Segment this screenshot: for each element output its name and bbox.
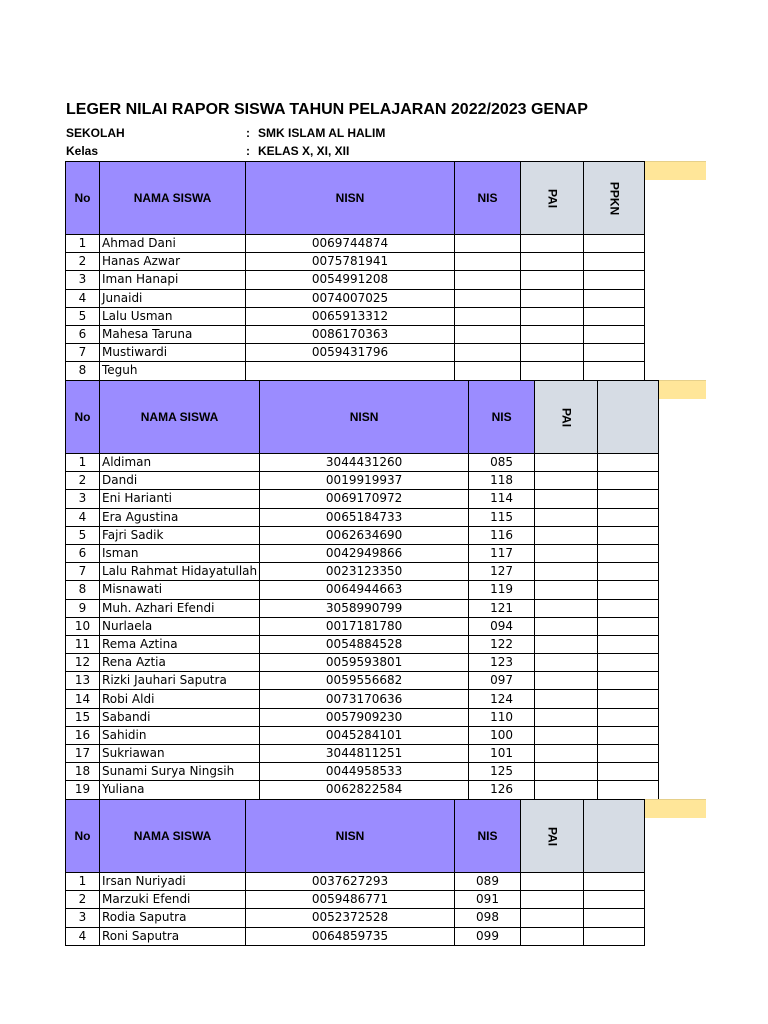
row-number: 9 — [66, 599, 100, 617]
grade-cell[interactable] — [584, 362, 645, 380]
subject-header — [521, 800, 584, 873]
nis-cell: 091 — [455, 891, 521, 909]
nis-cell: 089 — [455, 873, 521, 891]
grade-cell[interactable] — [535, 781, 598, 799]
nisn-cell: 0074007025 — [246, 289, 455, 307]
colon: : — [246, 126, 250, 140]
grade-cell[interactable] — [598, 454, 659, 472]
grade-cell[interactable] — [521, 235, 584, 253]
grade-cell[interactable] — [535, 654, 598, 672]
grade-cell[interactable] — [598, 563, 659, 581]
row-number: 3 — [66, 271, 100, 289]
subject-header — [535, 381, 598, 454]
subject-label: PAI — [545, 188, 560, 208]
colon: : — [246, 144, 250, 158]
row-number: 4 — [66, 508, 100, 526]
subject-header — [598, 381, 659, 454]
grade-cell[interactable] — [535, 672, 598, 690]
col-name-header: NAMA SISWA — [100, 162, 246, 235]
grade-cell[interactable] — [521, 927, 584, 945]
grade-cell[interactable] — [521, 325, 584, 343]
nisn-cell: 0065913312 — [246, 307, 455, 325]
student-name: Sunami Surya Ningsih — [100, 763, 260, 781]
grade-cell[interactable] — [598, 781, 659, 799]
row-number: 6 — [66, 325, 100, 343]
student-name: Mahesa Taruna — [100, 325, 246, 343]
subject-header — [584, 162, 645, 235]
nis-cell: 116 — [469, 526, 535, 544]
nisn-cell: 3058990799 — [260, 599, 469, 617]
nis-cell: 094 — [469, 617, 535, 635]
grade-cell[interactable] — [598, 599, 659, 617]
row-number: 16 — [66, 726, 100, 744]
grade-cell[interactable] — [584, 307, 645, 325]
table-row — [66, 690, 659, 708]
row-number: 11 — [66, 635, 100, 653]
table-row — [66, 873, 645, 891]
table-row — [66, 490, 659, 508]
class-value: KELAS X, XI, XII — [258, 144, 350, 158]
nisn-cell — [246, 362, 455, 380]
table-header-row — [66, 800, 645, 873]
grade-cell[interactable] — [535, 544, 598, 562]
nis-cell — [455, 325, 521, 343]
student-name: Junaidi — [100, 289, 246, 307]
grade-cell[interactable] — [598, 472, 659, 490]
table-row — [66, 581, 659, 599]
nisn-cell: 0073170636 — [260, 690, 469, 708]
grade-cell[interactable] — [598, 490, 659, 508]
class-label: Kelas — [66, 144, 99, 158]
school-line — [66, 126, 385, 140]
row-number: 17 — [66, 745, 100, 763]
col-nis-header: NIS — [455, 800, 521, 873]
grade-cell[interactable] — [584, 909, 645, 927]
nis-cell: 127 — [469, 563, 535, 581]
grade-table-3 — [65, 799, 645, 946]
page-title: LEGER NILAI RAPOR SISWA TAHUN PELAJARAN 2022/2023 GENAP — [66, 101, 588, 118]
table-row — [66, 344, 645, 362]
col-nis-header: NIS — [469, 381, 535, 454]
student-name: Fajri Sadik — [100, 526, 260, 544]
nis-cell — [455, 307, 521, 325]
col-no-header: No — [66, 381, 100, 454]
col-nisn-header: NISN — [246, 800, 455, 873]
table-row — [66, 745, 659, 763]
nisn-cell: 0017181780 — [260, 617, 469, 635]
row-number: 15 — [66, 708, 100, 726]
grade-cell[interactable] — [584, 289, 645, 307]
grade-cell[interactable] — [598, 581, 659, 599]
col-nis-header: NIS — [455, 162, 521, 235]
grade-cell[interactable] — [521, 873, 584, 891]
table-row — [66, 362, 645, 380]
student-name: Rodia Saputra — [100, 909, 246, 927]
grade-cell[interactable] — [584, 927, 645, 945]
student-name: Marzuki Efendi — [100, 891, 246, 909]
row-number: 3 — [66, 490, 100, 508]
student-name: Rema Aztina — [100, 635, 260, 653]
grade-cell[interactable] — [598, 672, 659, 690]
row-number: 7 — [66, 563, 100, 581]
nis-cell: 118 — [469, 472, 535, 490]
nis-cell: 098 — [455, 909, 521, 927]
grade-cell[interactable] — [521, 909, 584, 927]
grade-cell[interactable] — [598, 654, 659, 672]
table-row — [66, 563, 659, 581]
table-row — [66, 508, 659, 526]
nisn-cell: 0065184733 — [260, 508, 469, 526]
row-number: 8 — [66, 581, 100, 599]
nisn-cell: 0059486771 — [246, 891, 455, 909]
nisn-cell: 0064944663 — [260, 581, 469, 599]
grade-cell[interactable] — [584, 253, 645, 271]
nisn-cell: 0052372528 — [246, 909, 455, 927]
nis-cell: 110 — [469, 708, 535, 726]
table-row — [66, 235, 645, 253]
table-row — [66, 307, 645, 325]
row-number: 5 — [66, 307, 100, 325]
student-name: Sukriawan — [100, 745, 260, 763]
table-row — [66, 909, 645, 927]
student-name: Isman — [100, 544, 260, 562]
nis-cell: 126 — [469, 781, 535, 799]
grade-cell[interactable] — [598, 617, 659, 635]
nis-cell — [455, 289, 521, 307]
table-row — [66, 891, 645, 909]
nisn-cell: 0086170363 — [246, 325, 455, 343]
row-number: 4 — [66, 289, 100, 307]
table-row — [66, 726, 659, 744]
student-name: Muh. Azhari Efendi — [100, 599, 260, 617]
grade-table-1 — [65, 161, 645, 381]
row-number: 1 — [66, 873, 100, 891]
grade-cell[interactable] — [521, 307, 584, 325]
nis-cell: 099 — [455, 927, 521, 945]
class-line — [66, 144, 349, 158]
nisn-cell: 0062634690 — [260, 526, 469, 544]
nisn-cell: 0064859735 — [246, 927, 455, 945]
col-nisn-header: NISN — [260, 381, 469, 454]
grade-cell[interactable] — [535, 581, 598, 599]
table-row — [66, 599, 659, 617]
grade-cell[interactable] — [521, 271, 584, 289]
student-name: Aldiman — [100, 454, 260, 472]
row-number: 14 — [66, 690, 100, 708]
subject-header — [584, 800, 645, 873]
nis-cell: 114 — [469, 490, 535, 508]
nisn-cell: 3044431260 — [260, 454, 469, 472]
col-no-header: No — [66, 800, 100, 873]
subject-label: PAI — [559, 407, 574, 427]
nisn-cell: 0045284101 — [260, 726, 469, 744]
col-name-header: NAMA SISWA — [100, 800, 246, 873]
table-row — [66, 472, 659, 490]
student-name: Era Agustina — [100, 508, 260, 526]
subject-label: PPKN — [607, 181, 622, 215]
table-row — [66, 617, 659, 635]
nisn-cell: 0057909230 — [260, 708, 469, 726]
grade-cell[interactable] — [521, 362, 584, 380]
grade-cell[interactable] — [598, 635, 659, 653]
table-row — [66, 672, 659, 690]
grade-cell[interactable] — [535, 454, 598, 472]
student-name: Rizki Jauhari Saputra — [100, 672, 260, 690]
grade-cell[interactable] — [598, 745, 659, 763]
grade-cell[interactable] — [535, 490, 598, 508]
row-number: 8 — [66, 362, 100, 380]
nis-cell: 101 — [469, 745, 535, 763]
nisn-cell: 0075781941 — [246, 253, 455, 271]
grade-cell[interactable] — [598, 726, 659, 744]
grade-cell[interactable] — [521, 253, 584, 271]
grade-cell[interactable] — [598, 708, 659, 726]
row-number: 19 — [66, 781, 100, 799]
grade-cell[interactable] — [535, 635, 598, 653]
row-number: 2 — [66, 891, 100, 909]
grade-cell[interactable] — [598, 690, 659, 708]
nisn-cell: 0044958533 — [260, 763, 469, 781]
nis-cell — [455, 253, 521, 271]
nisn-cell: 0069744874 — [246, 235, 455, 253]
subject-label: PAI — [545, 826, 560, 846]
row-number: 7 — [66, 344, 100, 362]
student-name: Mustiwardi — [100, 344, 246, 362]
nisn-cell: 0023123350 — [260, 563, 469, 581]
grade-cell[interactable] — [584, 873, 645, 891]
col-no-header: No — [66, 162, 100, 235]
grade-cell[interactable] — [521, 289, 584, 307]
student-name: Teguh — [100, 362, 246, 380]
table-row — [66, 781, 659, 799]
grade-cell[interactable] — [535, 617, 598, 635]
nis-cell: 100 — [469, 726, 535, 744]
nis-cell — [455, 344, 521, 362]
nis-cell: 125 — [469, 763, 535, 781]
grade-cell[interactable] — [535, 708, 598, 726]
table-row — [66, 325, 645, 343]
nis-cell: 124 — [469, 690, 535, 708]
row-number: 13 — [66, 672, 100, 690]
nis-cell — [455, 271, 521, 289]
grade-cell[interactable] — [584, 891, 645, 909]
nisn-cell: 0019919937 — [260, 472, 469, 490]
nisn-cell: 0054991208 — [246, 271, 455, 289]
student-name: Yuliana — [100, 781, 260, 799]
school-label: SEKOLAH — [66, 126, 125, 140]
student-name: Lalu Rahmat Hidayatullah — [100, 563, 260, 581]
grade-cell[interactable] — [535, 763, 598, 781]
grade-cell[interactable] — [535, 726, 598, 744]
row-number: 10 — [66, 617, 100, 635]
grade-cell[interactable] — [521, 891, 584, 909]
nisn-cell: 0054884528 — [260, 635, 469, 653]
table-row — [66, 454, 659, 472]
student-name: Ahmad Dani — [100, 235, 246, 253]
student-name: Dandi — [100, 472, 260, 490]
nis-cell: 097 — [469, 672, 535, 690]
nis-cell: 117 — [469, 544, 535, 562]
row-number: 2 — [66, 253, 100, 271]
col-name-header: NAMA SISWA — [100, 381, 260, 454]
table-header-row — [66, 162, 645, 235]
grade-cell[interactable] — [535, 563, 598, 581]
grade-cell[interactable] — [535, 745, 598, 763]
nis-cell: 121 — [469, 599, 535, 617]
grade-cell[interactable] — [598, 526, 659, 544]
grade-table-2 — [65, 380, 659, 800]
nis-cell — [455, 362, 521, 380]
nis-cell: 122 — [469, 635, 535, 653]
row-number: 18 — [66, 763, 100, 781]
row-number: 1 — [66, 454, 100, 472]
nisn-cell: 3044811251 — [260, 745, 469, 763]
grade-cell[interactable] — [584, 271, 645, 289]
table-row — [66, 708, 659, 726]
student-name: Roni Saputra — [100, 927, 246, 945]
nis-cell — [455, 235, 521, 253]
student-name: Sabandi — [100, 708, 260, 726]
table-row — [66, 763, 659, 781]
nisn-cell: 0062822584 — [260, 781, 469, 799]
row-number: 2 — [66, 472, 100, 490]
row-number: 6 — [66, 544, 100, 562]
student-name: Eni Harianti — [100, 490, 260, 508]
table-row — [66, 253, 645, 271]
student-name: Nurlaela — [100, 617, 260, 635]
grade-cell[interactable] — [535, 690, 598, 708]
row-number: 4 — [66, 927, 100, 945]
nisn-cell: 0059556682 — [260, 672, 469, 690]
grade-cell[interactable] — [598, 763, 659, 781]
table-row — [66, 654, 659, 672]
nis-cell: 123 — [469, 654, 535, 672]
school-value: SMK ISLAM AL HALIM — [258, 126, 386, 140]
row-number: 1 — [66, 235, 100, 253]
grade-cell[interactable] — [535, 599, 598, 617]
col-nisn-header: NISN — [246, 162, 455, 235]
nisn-cell: 0069170972 — [260, 490, 469, 508]
nisn-cell: 0059593801 — [260, 654, 469, 672]
row-number: 12 — [66, 654, 100, 672]
grade-cell[interactable] — [584, 344, 645, 362]
nis-cell: 119 — [469, 581, 535, 599]
nisn-cell: 0042949866 — [260, 544, 469, 562]
student-name: Robi Aldi — [100, 690, 260, 708]
table-row — [66, 927, 645, 945]
row-number: 5 — [66, 526, 100, 544]
student-name: Rena Aztia — [100, 654, 260, 672]
subject-header — [521, 162, 584, 235]
grade-cell[interactable] — [598, 508, 659, 526]
table-row — [66, 526, 659, 544]
grade-cell[interactable] — [535, 508, 598, 526]
table-header-row — [66, 381, 659, 454]
grade-cell[interactable] — [598, 544, 659, 562]
table-row — [66, 544, 659, 562]
row-number: 3 — [66, 909, 100, 927]
nis-cell: 115 — [469, 508, 535, 526]
nisn-cell: 0037627293 — [246, 873, 455, 891]
table-row — [66, 289, 645, 307]
table-row — [66, 635, 659, 653]
student-name: Misnawati — [100, 581, 260, 599]
grade-cell[interactable] — [584, 325, 645, 343]
nisn-cell: 0059431796 — [246, 344, 455, 362]
student-name: Sahidin — [100, 726, 260, 744]
student-name: Hanas Azwar — [100, 253, 246, 271]
grade-cell[interactable] — [535, 472, 598, 490]
grade-cell[interactable] — [521, 344, 584, 362]
nis-cell: 085 — [469, 454, 535, 472]
student-name: Iman Hanapi — [100, 271, 246, 289]
grade-cell[interactable] — [535, 526, 598, 544]
table-row — [66, 271, 645, 289]
grade-cell[interactable] — [584, 235, 645, 253]
student-name: Irsan Nuriyadi — [100, 873, 246, 891]
student-name: Lalu Usman — [100, 307, 246, 325]
